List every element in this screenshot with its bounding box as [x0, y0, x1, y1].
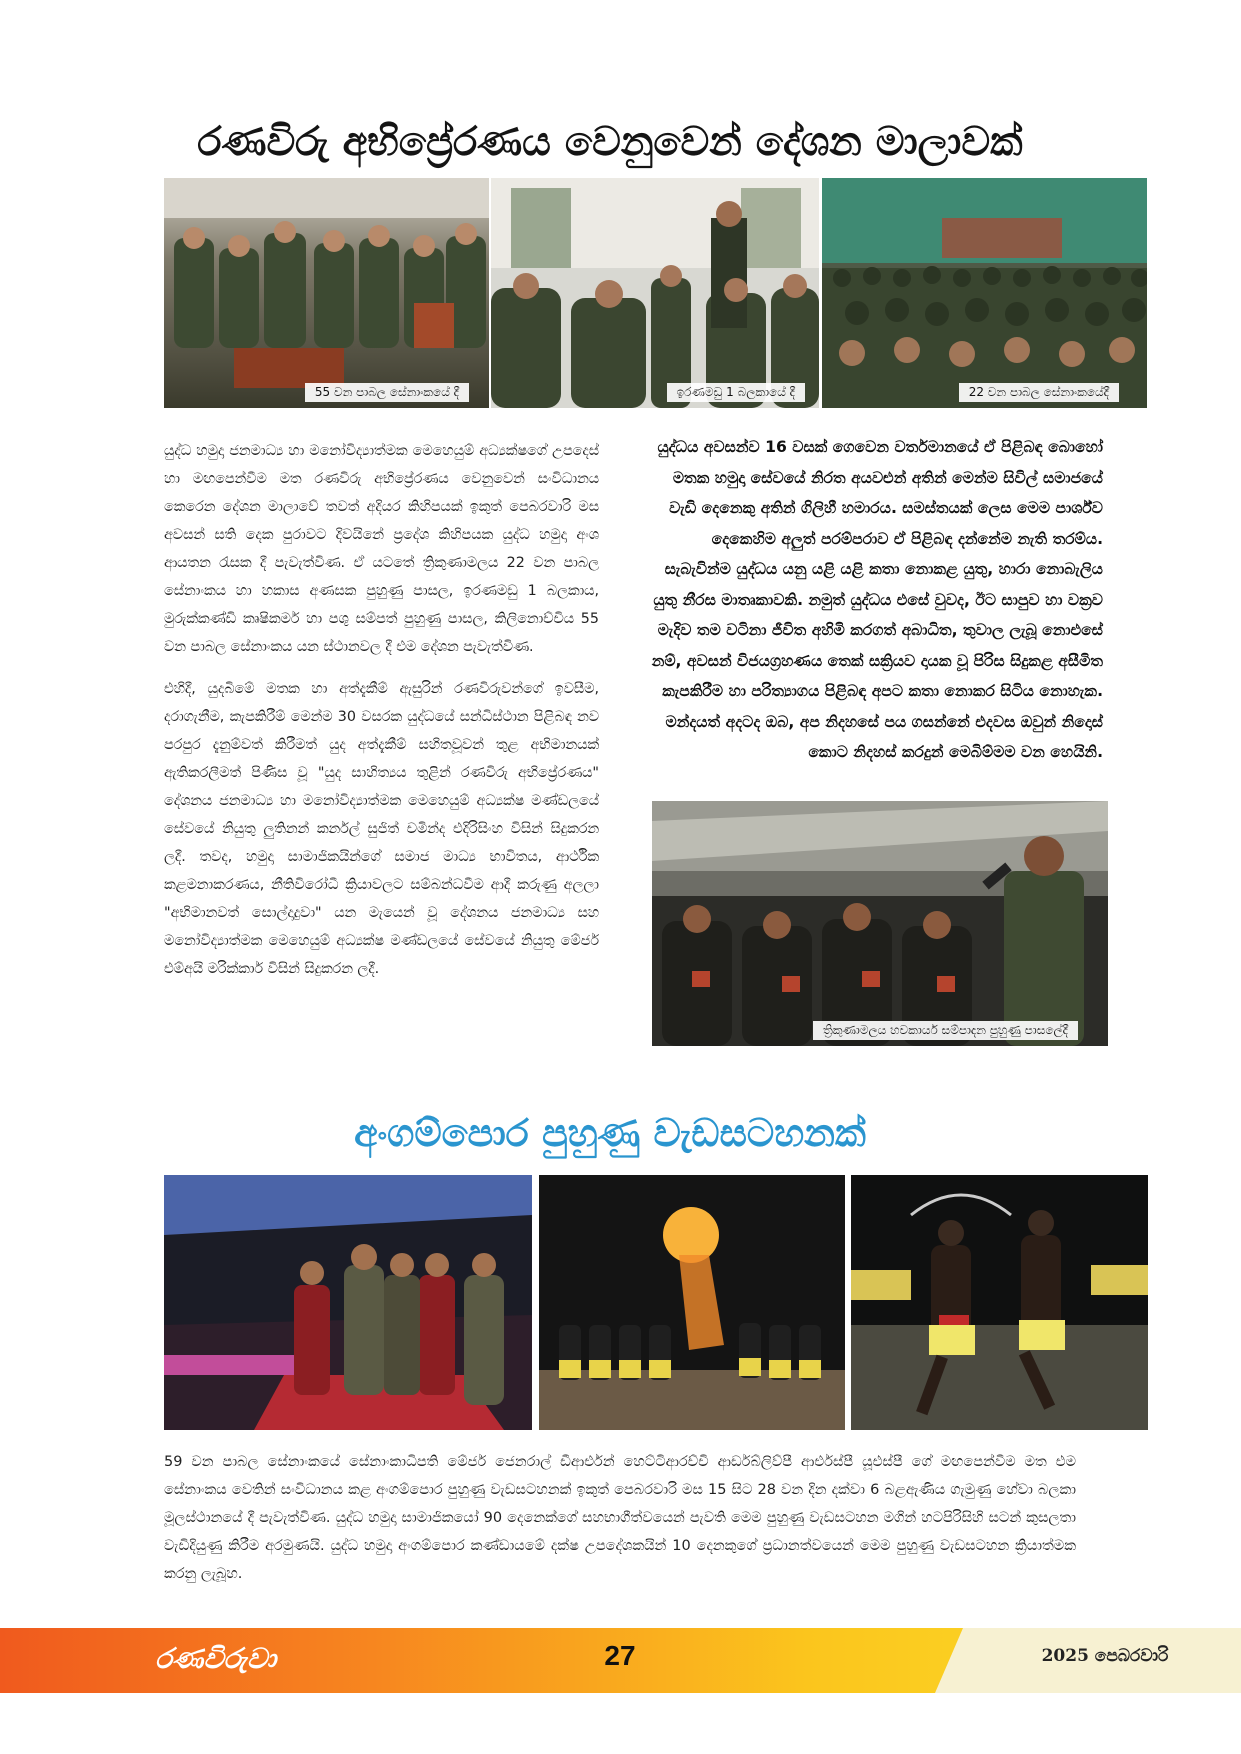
- photo-55-division: [164, 178, 489, 408]
- photo-angampora-combat: [851, 1175, 1148, 1430]
- photo-caption: ත්‍රිකුණාමලය හවකාර්ය සම්පාදන පුහුණු පාසලේදී: [813, 1021, 1078, 1040]
- paragraph: 59 වන පාබල සේනාංකයේ සේනාංකාධිපති මේජර් ජෙනරාල් ඩීආර්එන් හෙට්ටිආරච්චි ආර්ඩබ්ලිව්පී ආර්එස්පී යූඑස්පී ගේ මඟපෙන්වීම මත එම සේනාංකය වෙතින් සංවිධානය කළ අංගම්පොර පුහුණු වැඩසටහනක් ඉකුත් පෙබරවාරි මස 15 සිට 28 වන දින දක්වා 6 බළඇණිය ගැමුණු හේවා බලකා මූලස්ථානයේ දී පැවැත්විණ. යුද්ධ හමුදා සාමාජිකයෝ 90 දෙනෙක්ගේ සහභාගීත්වයෙන් පැවති මෙම පුහුණු වැඩසටහන මගින් හටපිරිසිහි සටන් කුසලතා වැඩිදියුණු කිරීම අරමුණයි. යුද්ධ හමුදා අංගම්පොර කණ්ඩායමේ දක්ෂ උපදේශකයින් 10 දෙනකුගේ ප්‍රධානත්වයෙන් මෙම පුහුණු වැඩසටහන ක්‍රියාත්මක කරනු ලැබූහ.: [164, 1454, 1076, 1582]
- article-secondary-body: [164, 1448, 1076, 1588]
- photo-angampora-fire-display: [539, 1175, 845, 1430]
- photo-angampora-procession: [164, 1175, 532, 1430]
- photo-iranamadu-battalion-image: [491, 178, 819, 408]
- photo-angampora-combat-image: [851, 1175, 1148, 1430]
- photo-trincomalee-school-image: [652, 801, 1108, 1046]
- photo-caption: 55 වන පාබල සේනාංකයේ දී: [305, 383, 469, 402]
- photo-angampora-fire-display-image: [539, 1175, 845, 1430]
- paragraph: එහිදී, යුදබිමේ මතක හා අත්දැකීම් ඇසුරින් රණවිරුවන්ගේ ඉවසීම, දරාගැනීම, කැපකිරීම් මෙන්ම 30 වසරක යුද්ධයේ සන්ධිස්ථාන පිළිබඳ නව පරපුර දැනුම්වත් කිරීමත් යුද අත්දැකීම් සහිතවූවන් තුළ අභිමානයක් ඇතිකරලීමත් පිණිස වූ "යුද සාහිත්‍යය තුළින් රණවිරු අභිප්‍රේරණය" දේශනය ජනමාධ්‍ය හා මනෝවිද්‍යාත්මක මෙහෙයුම් අධ්‍යක්ෂ මණ්ඩලයේ සේවයේ නියුතු ලුතිනන් කර්නල් සුජිත් චමින්ද එදිරිසිංහ විසින් සිදුකරන ලදී. තවද, හමුදා සාමාජිකයින්ගේ සමාජ මාධ්‍ය භාවිතය, ආර්ථික කළමනාකරණය, නීතිවිරෝධී ක්‍රියාවලට සම්බන්ධවීම ආදී කරුණු අලලා "අභිමානවත් සොල්දාදුවා" යන මැයෙන් වූ දේශනය ජනමාධ්‍ය සහ මනෝවිද්‍යාත්මක මෙහෙයුම් අධ්‍යක්ෂ මණ්ඩලයේ සේවයේ නියුතු මේජර් එම්අයි මරික්කාර් විසින් සිදුකරන ලදී.: [164, 681, 599, 977]
- photo-angampora-procession-image: [164, 1175, 532, 1430]
- photo-22-division-image: [822, 178, 1147, 408]
- photo-trincomalee-school: [652, 801, 1108, 1046]
- article-left-column: [164, 437, 599, 983]
- magazine-logo: රණවිරුවා: [155, 1642, 277, 1675]
- photo-caption: ඉරණමඩු 1 බලකායේ දී: [667, 383, 805, 402]
- photo-22-division: [822, 178, 1147, 408]
- issue-date: 2025 පෙබරවාරි: [1041, 1646, 1169, 1666]
- page-number: 27: [604, 1640, 636, 1671]
- article-title: රණවිරු අභිප්‍රේරණය වෙනුවෙන් දේශන මාලාවක්: [197, 118, 1023, 165]
- photo-caption: 22 වන පාබල සේනාංකයේදී: [959, 383, 1119, 402]
- article-title-secondary: අංගම්පොර පුහුණු වැඩසටහනක්: [354, 1110, 866, 1155]
- photo-iranamadu-battalion: [491, 178, 819, 408]
- paragraph: යුද්ධ හමුදා ජනමාධ්‍ය හා මනෝවිද්‍යාත්මක මෙහෙයුම් අධ්‍යක්ෂගේ උපදෙස් හා මඟපෙන්වීම මත රණවිරු අභිප්‍රේරණය වෙනුවෙන් සංවිධානය කෙරෙන දේශන මාලාවේ තවත් අදියර කිහිපයක් ඉකුත් පෙබරවාරි මස අවසන් සති දෙක පුරාවට දිවයිනේ ප්‍රදේශ කිහිපයක යුද්ධ හමුදා අංශ ආයතන රැසක දී පැවැත්විණ. ඒ යටතේ ත්‍රිකුණාමලය 22 වන පාබල සේනාංකය හා හකාස අණසක පුහුණු පාසල, ඉරණමඩු 1 බලකාය, මුරුක්කණ්ඩි කෘෂිකර්ම හා පශු සම්පත් පුහුණු පාසල, කිලිනොච්චිය 55 වන පාබල සේනාංකය යන ස්ථානවල දී එම දේශන පැවැත්විණ.: [164, 443, 599, 655]
- highlight-paragraph: යුද්ධය අවසන්ව 16 වසක් ගෙවෙන වර්තමානයේ ඒ පිළිබඳ බොහෝ මතක හමුදා සේවයේ නිරත අයවළුන් අතින් මෙන්ම සිවිල් සමාජයේ වැඩි දෙනෙකු අතින් ගිලිහී හමාරය. සමස්තයක් ලෙස මෙම පාර්ශ්ව දෙකෙහිම අලුත් පරම්පරාව ඒ පිළිබඳ දන්නේම නැති තරම්ය. සැබැවින්ම යුද්ධය යනු යළි යළි කතා නොකළ යුතු, හාරා නොබැලිය යුතු නීරස මාතෘකාවකි. නමුත් යුද්ධය එසේ වුවද, ඊට සාපුව හා වක්‍රව මැදිව තම වටිනා ජීවිත අහිමි කරගත් අබාධිත, තුවාල ලැබූ නොඑසේ නම්, අවසන් විජයග්‍රහණය තෙක් සක්‍රියව දායක වූ පිරිස සිදුකළ අසීමිත කැපකිරීම හා පරිත්‍යාගය පිළිබඳ අපට කතා නොකර සිටිය නොහැක. මන්දයත් අදටද ඔබ, අප නිදහසේ පය ගසන්නේ එදවස ඔවුන් නිදොස් කොට නිදහස් කරදුන් මෙබිම්මම වන හෙයිනි.: [651, 438, 1103, 761]
- photo-55-division-image: [164, 178, 489, 408]
- article-right-column: [648, 432, 1103, 768]
